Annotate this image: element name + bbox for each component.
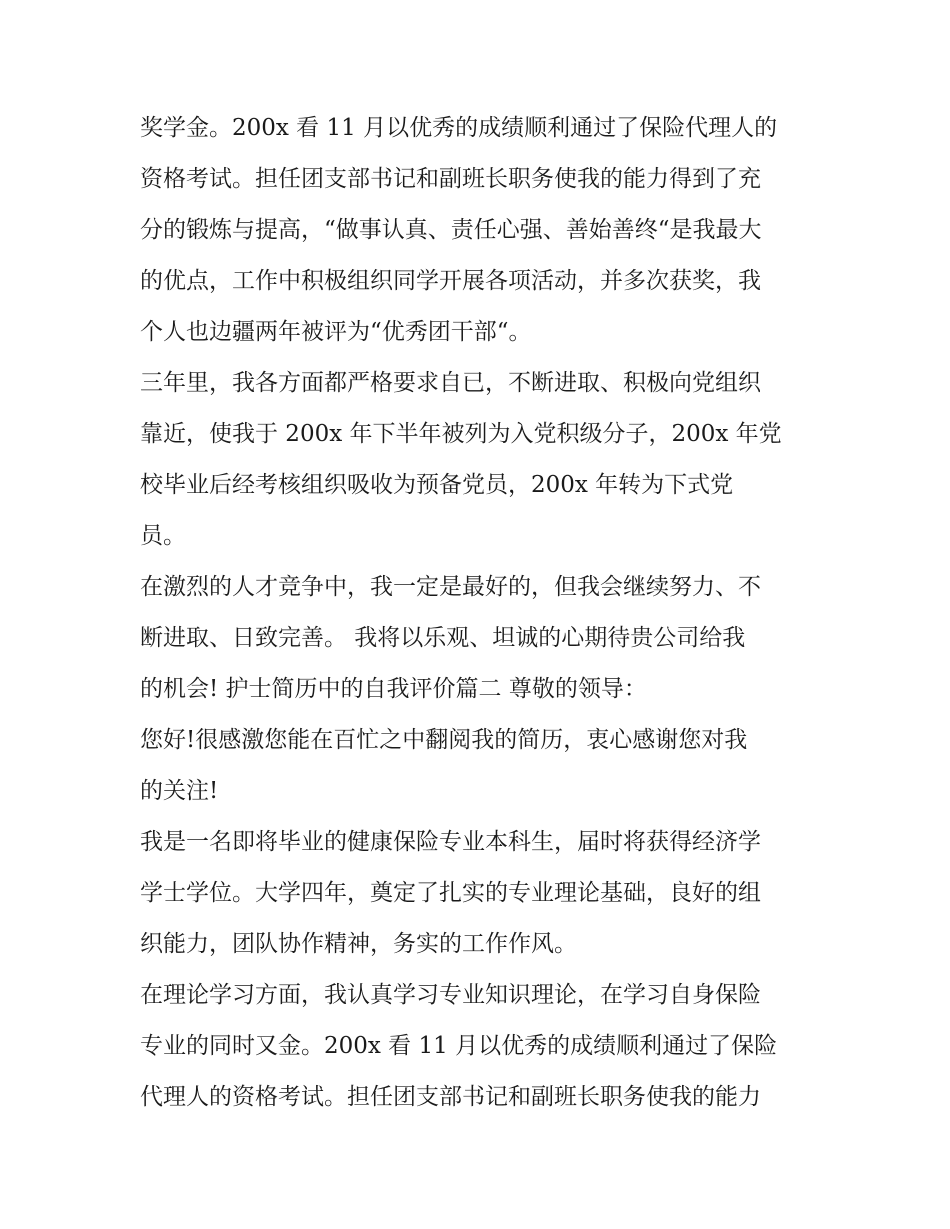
text-line: 您好!很感激您能在百忙之中翻阅我的简历，衷心感谢您对我 — [140, 727, 748, 753]
text-line: 在激烈的人才竞争中，我一定是最好的，但我会继续努力、不 — [140, 574, 761, 600]
paragraph-5 — [140, 817, 820, 970]
text-line: 靠近，使我于 200x 年下半年被列为入党积级分子，200x 年党 — [140, 421, 782, 447]
paragraph-6 — [140, 970, 820, 1123]
text-line: 的关注! — [140, 778, 219, 804]
text-line: 织能力，团队协作精神，务实的工作作风。 — [140, 931, 577, 957]
text-line: 代理人的资格考试。担任团支部书记和副班长职务使我的能力 — [140, 1084, 761, 1110]
text-line: 奖学金。200x 看 11 月以优秀的成绩顺利通过了保险代理人的 — [140, 115, 778, 141]
paragraph-3 — [140, 562, 820, 715]
text-line: 断进取、日致完善。 我将以乐观、坦诚的心期待贵公司给我 — [140, 625, 746, 651]
document-body — [140, 103, 820, 1123]
text-line: 校毕业后经考核组织吸收为预备党员，200x 年转为下式党 — [140, 472, 734, 498]
text-line: 三年里，我各方面都严格要求自已，不断进取、积极向党组织 — [140, 370, 761, 396]
paragraph-4 — [140, 715, 820, 817]
text-line: 学士学位。大学四年，奠定了扎实的专业理论基础，良好的组 — [140, 880, 761, 906]
text-line: 专业的同时又金。200x 看 11 月以优秀的成绩顺利通过了保险 — [140, 1033, 778, 1059]
text-line: 的优点，工作中积极组织同学开展各项活动，并多次获奖，我 — [140, 268, 761, 294]
text-line: 的机会! 护士简历中的自我评价篇二 尊敬的领导： — [140, 676, 647, 702]
paragraph-2 — [140, 358, 820, 562]
paragraph-1 — [140, 103, 820, 358]
text-line: 在理论学习方面，我认真学习专业知识理论，在学习自身保险 — [140, 982, 761, 1008]
text-line: 个人也边疆两年被评为“优秀团干部“。 — [140, 319, 532, 345]
text-line: 我是一名即将毕业的健康保险专业本科生，届时将获得经济学 — [140, 829, 761, 855]
text-line: 资格考试。担任团支部书记和副班长职务使我的能力得到了充 — [140, 166, 761, 192]
text-line: 员。 — [140, 523, 186, 549]
text-line: 分的锻炼与提高，“做事认真、责任心强、善始善终“是我最大 — [140, 217, 762, 243]
